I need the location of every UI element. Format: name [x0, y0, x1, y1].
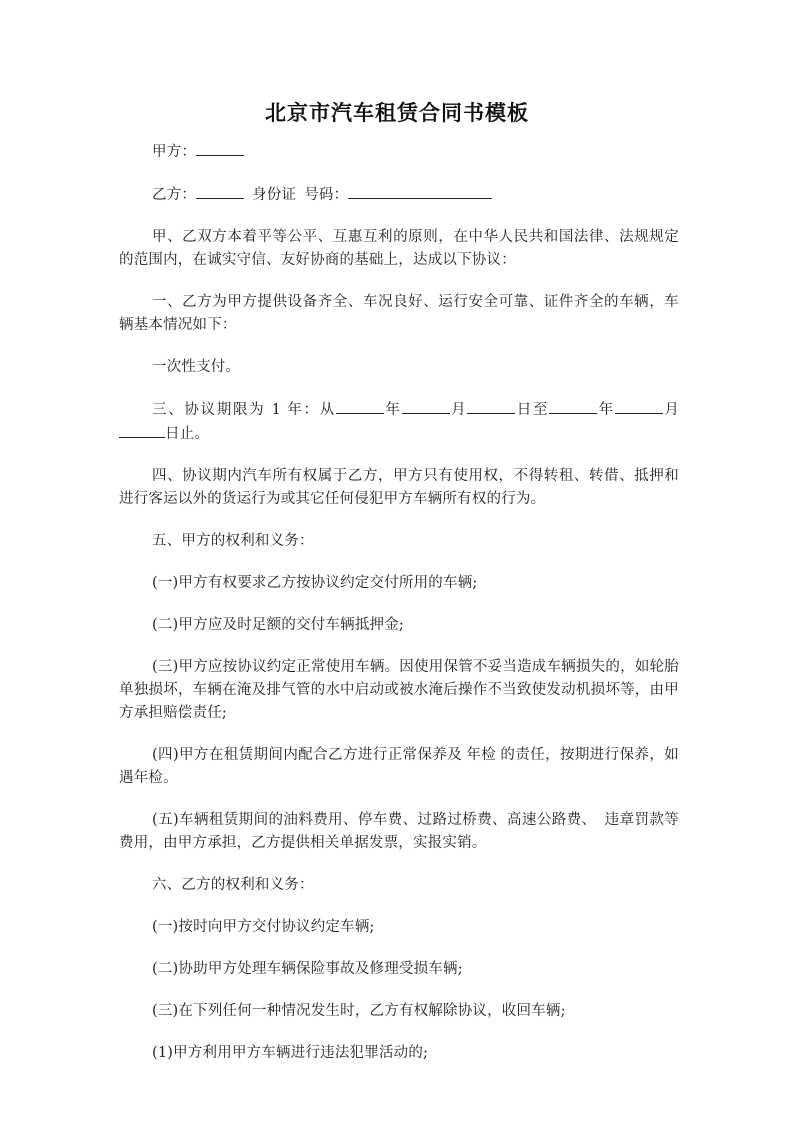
clause-3-prefix: 三、协议期限为 1 年：从: [152, 402, 336, 418]
end-day-unit: 日止。: [165, 426, 210, 442]
id-number-blank: [348, 183, 492, 199]
start-year-blank: [336, 398, 384, 414]
clause-5-item-4-part1: (四)甲方在租赁期间内配合乙方进行正常保养及: [152, 747, 463, 763]
party-b-line: [119, 183, 679, 207]
party-b-label: 乙方：: [152, 187, 197, 203]
start-year-unit: 年: [383, 402, 402, 418]
clause-5-item-4: [119, 744, 679, 790]
party-a-line: [119, 140, 679, 164]
clause-5-heading: 五、甲方的权利和义务：: [152, 533, 314, 549]
clause-5-item-4-part3: 的责任，按期进行保养，如遇年检。: [119, 747, 679, 786]
clause-6-item-2: (二)协助甲方处理车辆保险事故及修理受损车辆;: [152, 961, 463, 977]
clause-6-heading: 六、乙方的权利和义务：: [152, 877, 314, 893]
start-day-blank: [467, 398, 515, 414]
party-a-blank: [196, 140, 244, 156]
start-month-blank: [402, 398, 450, 414]
id-card-label: 身份证: [252, 187, 297, 203]
start-month-unit: 月: [449, 402, 468, 418]
clause-6-item-1: (一)按时向甲方交付协议约定车辆;: [152, 919, 375, 935]
end-year-blank: [549, 398, 597, 414]
start-day-unit: 日至: [515, 402, 550, 418]
clause-5-item-5-part2: 违章罚款等费用，由甲方承担，乙方提供相关单据发票，实报实销。: [119, 812, 680, 851]
end-month-unit: 月: [662, 402, 680, 418]
clause-4: 四、协议期内汽车所有权属于乙方，甲方只有使用权，不得转租、转借、抵押和进行客运以外的货运行为或其它任何侵犯甲方车辆所有权的行为。: [119, 468, 679, 507]
clause-5-item-4-part2: 年检: [466, 747, 497, 763]
end-year-unit: 年: [597, 402, 615, 418]
clause-3: [119, 398, 679, 446]
intro-paragraph: 甲、乙双方本着平等公平、互惠互利的原则，在中华人民共和国法律、法规规定的范围内，在诚实守信、友好协商的基础上，达成以下协议：: [119, 229, 679, 268]
clause-5-item-1: (一)甲方有权要求乙方按协议约定交付所用的车辆;: [152, 575, 478, 591]
clause-5-item-5: [119, 809, 679, 855]
end-month-blank: [615, 398, 663, 414]
document-title: 北京市汽车租赁合同书模板: [265, 100, 529, 125]
clause-6-subitem-1: (1)甲方利用甲方车辆进行违法犯罪活动的;: [152, 1045, 429, 1061]
clause-5-item-2: (二)甲方应及时足额的交付车辆抵押金;: [152, 617, 404, 633]
clause-6-item-3: (三)在下列任何一种情况发生时，乙方有权解除协议，收回车辆;: [152, 1003, 566, 1019]
clause-5-item-3: (三)甲方应按协议约定正常使用车辆。因使用保管不妥当造成车辆损失的，如轮胎单独损坏，车辆在淹及排气管的水中启动或被水淹后操作不当致使发动机损坏等，由甲方承担赔偿责任;: [119, 659, 679, 721]
party-a-label: 甲方：: [152, 144, 197, 160]
id-number-label: 号码：: [304, 187, 349, 203]
payment-line: 一次性支付。: [152, 359, 241, 375]
party-b-name-blank: [196, 183, 244, 199]
clause-1: 一、乙方为甲方提供设备齐全、车况良好、运行安全可靠、证件齐全的车辆，车辆基本情况如下：: [119, 294, 679, 333]
document-body: [119, 140, 679, 1084]
end-day-blank: [119, 422, 165, 438]
clause-5-item-5-part1: (五)车辆租赁期间的油料费用、停车费、过路过桥费、高速公路费、: [152, 812, 597, 828]
